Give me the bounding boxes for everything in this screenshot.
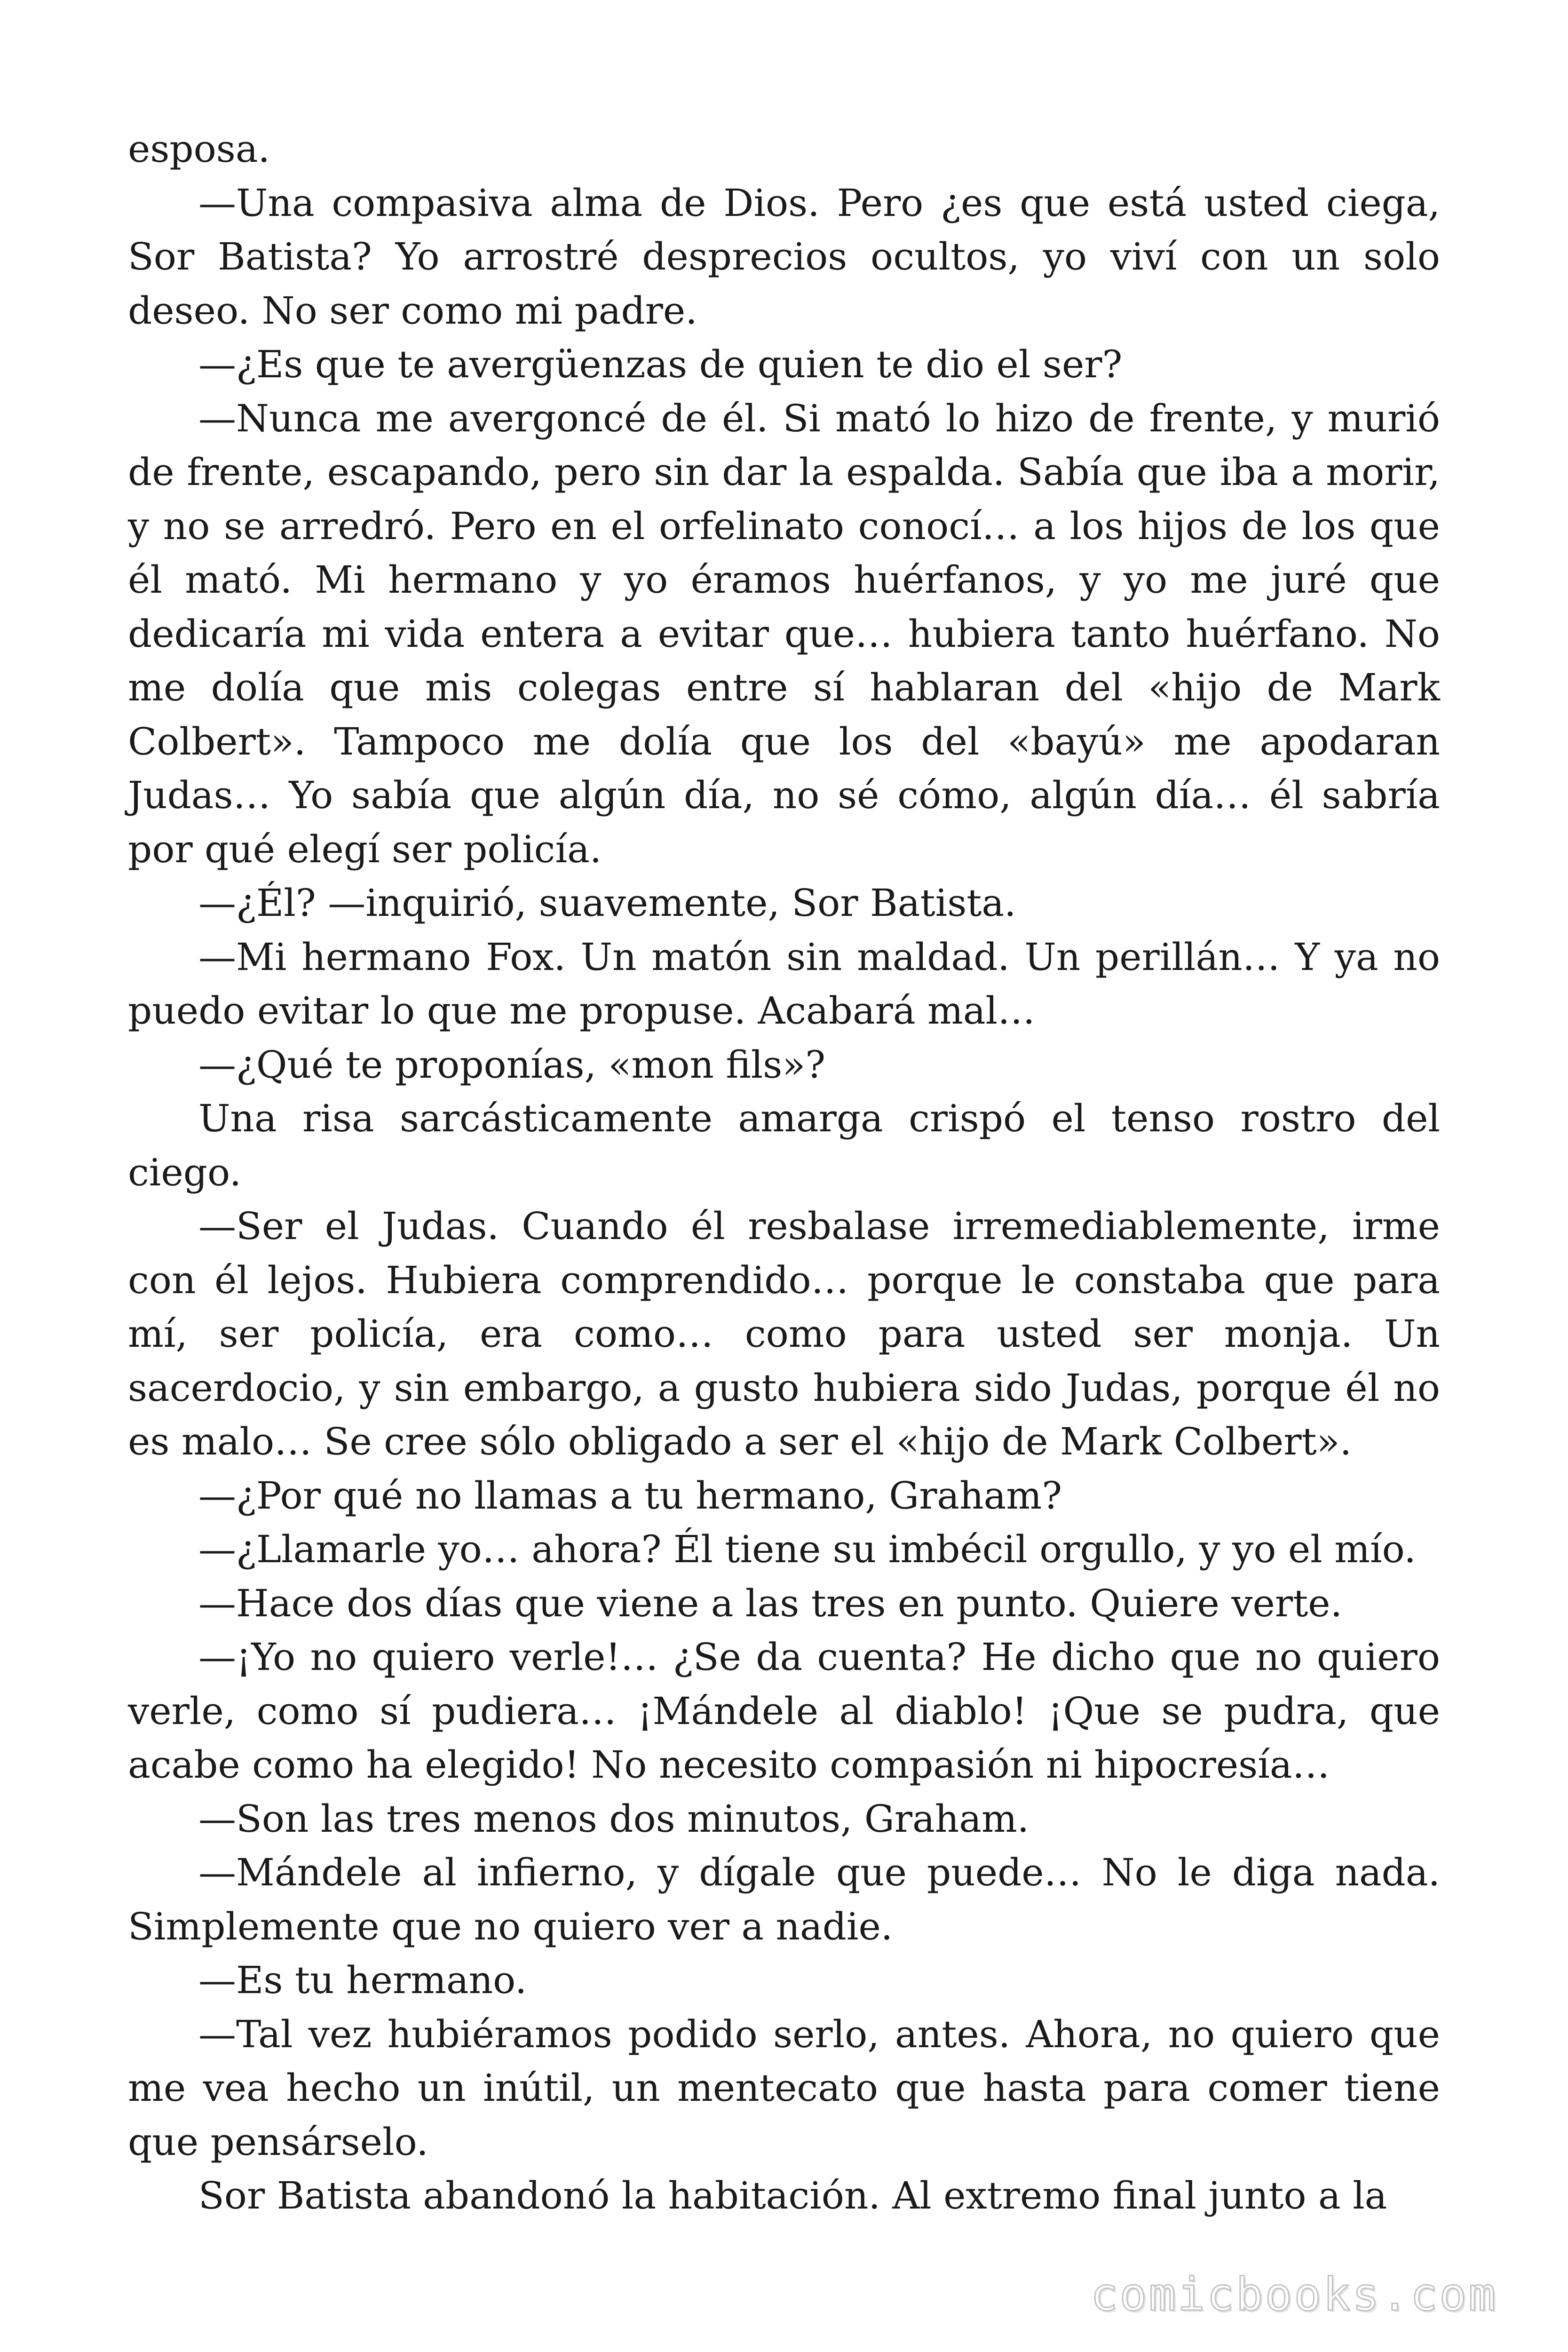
paragraph: —¿Por qué no llamas a tu hermano, Graham? [198,1473,1062,1518]
paragraph: —¡Yo no quiero verle!… ¿Se da cuenta? He dicho que no quiero verle, como sí pudiera… ¡Mándele al diablo! ¡Que se pudra, que acabe como ha elegido! No necesito compasión ni hipocresía… [128,1635,1440,1787]
paragraph: —¿Es que te avergüenzas de quien te dio el ser? [198,342,1123,386]
paragraph: —Tal vez hubiéramos podido serlo, antes. Ahora, no quiero que me vea hecho un inútil, un mentecato que hasta para comer tiene que pensárselo. [128,2012,1440,2164]
paragraph: —¿Llamarle yo… ahora? Él tiene su imbécil orgullo, y yo el mío. [198,1527,1416,1571]
paragraph: —Ser el Judas. Cuando él resbalase irremediablemente, irme con él lejos. Hubiera comprendido… porque le constaba que para mí, ser policía, era como… como para usted ser monja. Un sacerdocio, y sin embargo, a gusto hubiera sido Judas, porque él no es malo… Se cree sólo obligado a ser el «hijo de Mark Colbert». [128,1204,1440,1463]
watermark: comicbooks.com [1090,2268,1497,2321]
paragraph: —Una compasiva alma de Dios. Pero ¿es que está usted ciega, Sor Batista? Yo arrostré desprecios ocultos, yo viví con un solo deseo. No ser como mi padre. [128,181,1440,333]
paragraph: Sor Batista abandonó la habitación. Al extremo final junto a la [198,2174,1387,2217]
paragraph: —Es tu hermano. [198,1958,527,2002]
paragraph: —¿Qué te proponías, «mon fils»? [198,1042,826,1087]
paragraph: —Son las tres menos dos minutos, Graham. [198,1796,1029,1841]
paragraph: Una risa sarcásticamente amarga crispó el tenso rostro del ciego. [128,1097,1440,1194]
paragraph: —Nunca me avergoncé de él. Si mató lo hizo de frente, y murió de frente, escapando, pero sin dar la espalda. Sabía que iba a morir, y no se arredró. Pero en el orfelinato conocí… a los hijos de los que él mató. Mi hermano y yo éramos huérfanos, y yo me juré que dedicaría mi vida entera a evitar que… hubiera tanto huérfano. No me dolía que mis colegas entre sí hablaran del «hijo de Mark Colbert». Tampoco me dolía que los del «bayú» me apodaran Judas… Yo sabía que algún día, no sé cómo, algún día… él sabría por qué elegí ser policía. [128,396,1440,871]
paragraph: —Mándele al infierno, y dígale que puede… No le diga nada. Simplemente que no quiero ver a nadie. [128,1851,1440,1948]
paragraph: esposa. [128,127,270,171]
paragraph: —¿Él? —inquirió, suavemente, Sor Batista. [198,881,1016,925]
paragraph: —Mi hermano Fox. Un matón sin maldad. Un perillán… Y ya no puedo evitar lo que me propuse. Acabará mal… [128,935,1440,1033]
paragraph: —Hace dos días que viene a las tres en punto. Quiere verte. [198,1581,1342,1625]
body-text [128,122,1440,2223]
